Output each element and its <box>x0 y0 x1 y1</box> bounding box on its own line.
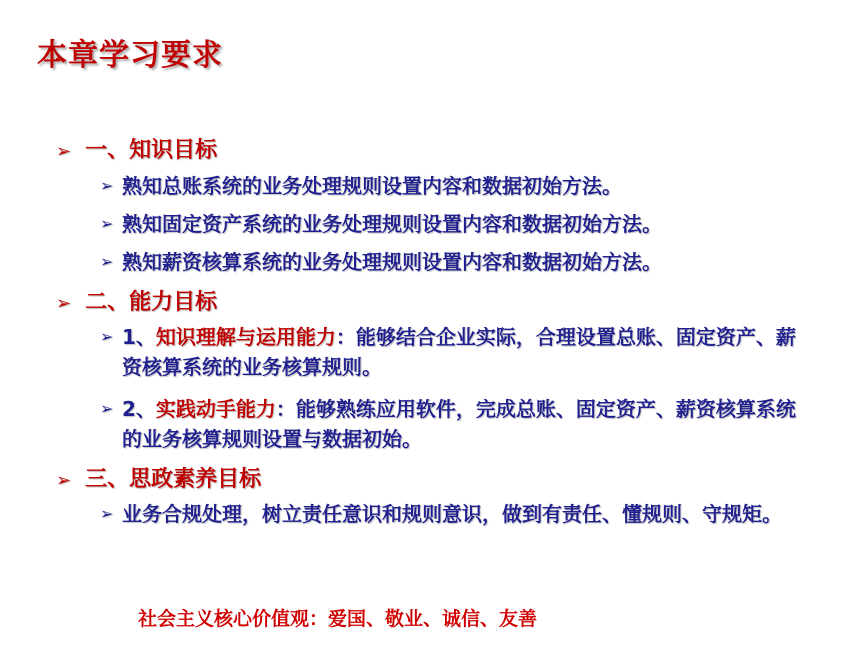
list-item-text: 熟知固定资产系统的业务处理规则设置内容和数据初始方法。 <box>122 212 662 236</box>
arrow-bullet-icon: ➢ <box>56 141 72 162</box>
list-item <box>100 499 812 529</box>
section-label: 二、能力目标 <box>85 290 218 315</box>
list-item <box>100 171 622 201</box>
list-item <box>100 394 812 454</box>
arrow-bullet-icon: ➢ <box>100 252 114 271</box>
arrow-bullet-icon: ➢ <box>100 214 114 233</box>
list-item-text: 熟知薪资核算系统的业务处理规则设置内容和数据初始方法。 <box>122 250 662 274</box>
list-item <box>100 209 662 239</box>
section-label: 一、知识目标 <box>85 138 218 163</box>
list-item-text: 业务合规处理，树立责任意识和规则意识，做到有责任、懂规则、守规矩。 <box>122 502 782 526</box>
item-highlight: 知识理解与运用能力 <box>155 325 336 349</box>
item-body: ：能够结合企业实际，合理设置总账、固定资产、薪资核算系统的业务核算规则。 <box>122 325 796 379</box>
item-body: ：能够熟练应用软件，完成总账、固定资产、薪资核算系统的业务核算规则设置与数据初始。 <box>122 397 796 451</box>
list-item-text <box>100 394 812 454</box>
list-item <box>100 322 812 382</box>
section-heading-ideology <box>56 462 261 493</box>
core-values-footer: 社会主义核心价值观：爱国、敬业、诚信、友善 <box>138 608 538 630</box>
list-item-text <box>100 322 812 382</box>
arrow-bullet-icon: ➢ <box>56 470 72 491</box>
arrow-bullet-icon: ➢ <box>100 399 114 418</box>
list-item-text: 熟知总账系统的业务处理规则设置内容和数据初始方法。 <box>122 174 622 198</box>
item-number: 2、 <box>122 397 156 421</box>
section-heading-ability <box>56 285 217 316</box>
section-heading-knowledge <box>56 133 217 164</box>
item-highlight: 实践动手能力 <box>155 397 276 421</box>
arrow-bullet-icon: ➢ <box>100 504 114 523</box>
page-title: 本章学习要求 <box>37 38 223 73</box>
list-item <box>100 247 662 277</box>
section-label: 三、思政素养目标 <box>85 467 262 492</box>
arrow-bullet-icon: ➢ <box>100 327 114 346</box>
arrow-bullet-icon: ➢ <box>100 176 114 195</box>
item-number: 1、 <box>122 325 156 349</box>
arrow-bullet-icon: ➢ <box>56 293 72 314</box>
